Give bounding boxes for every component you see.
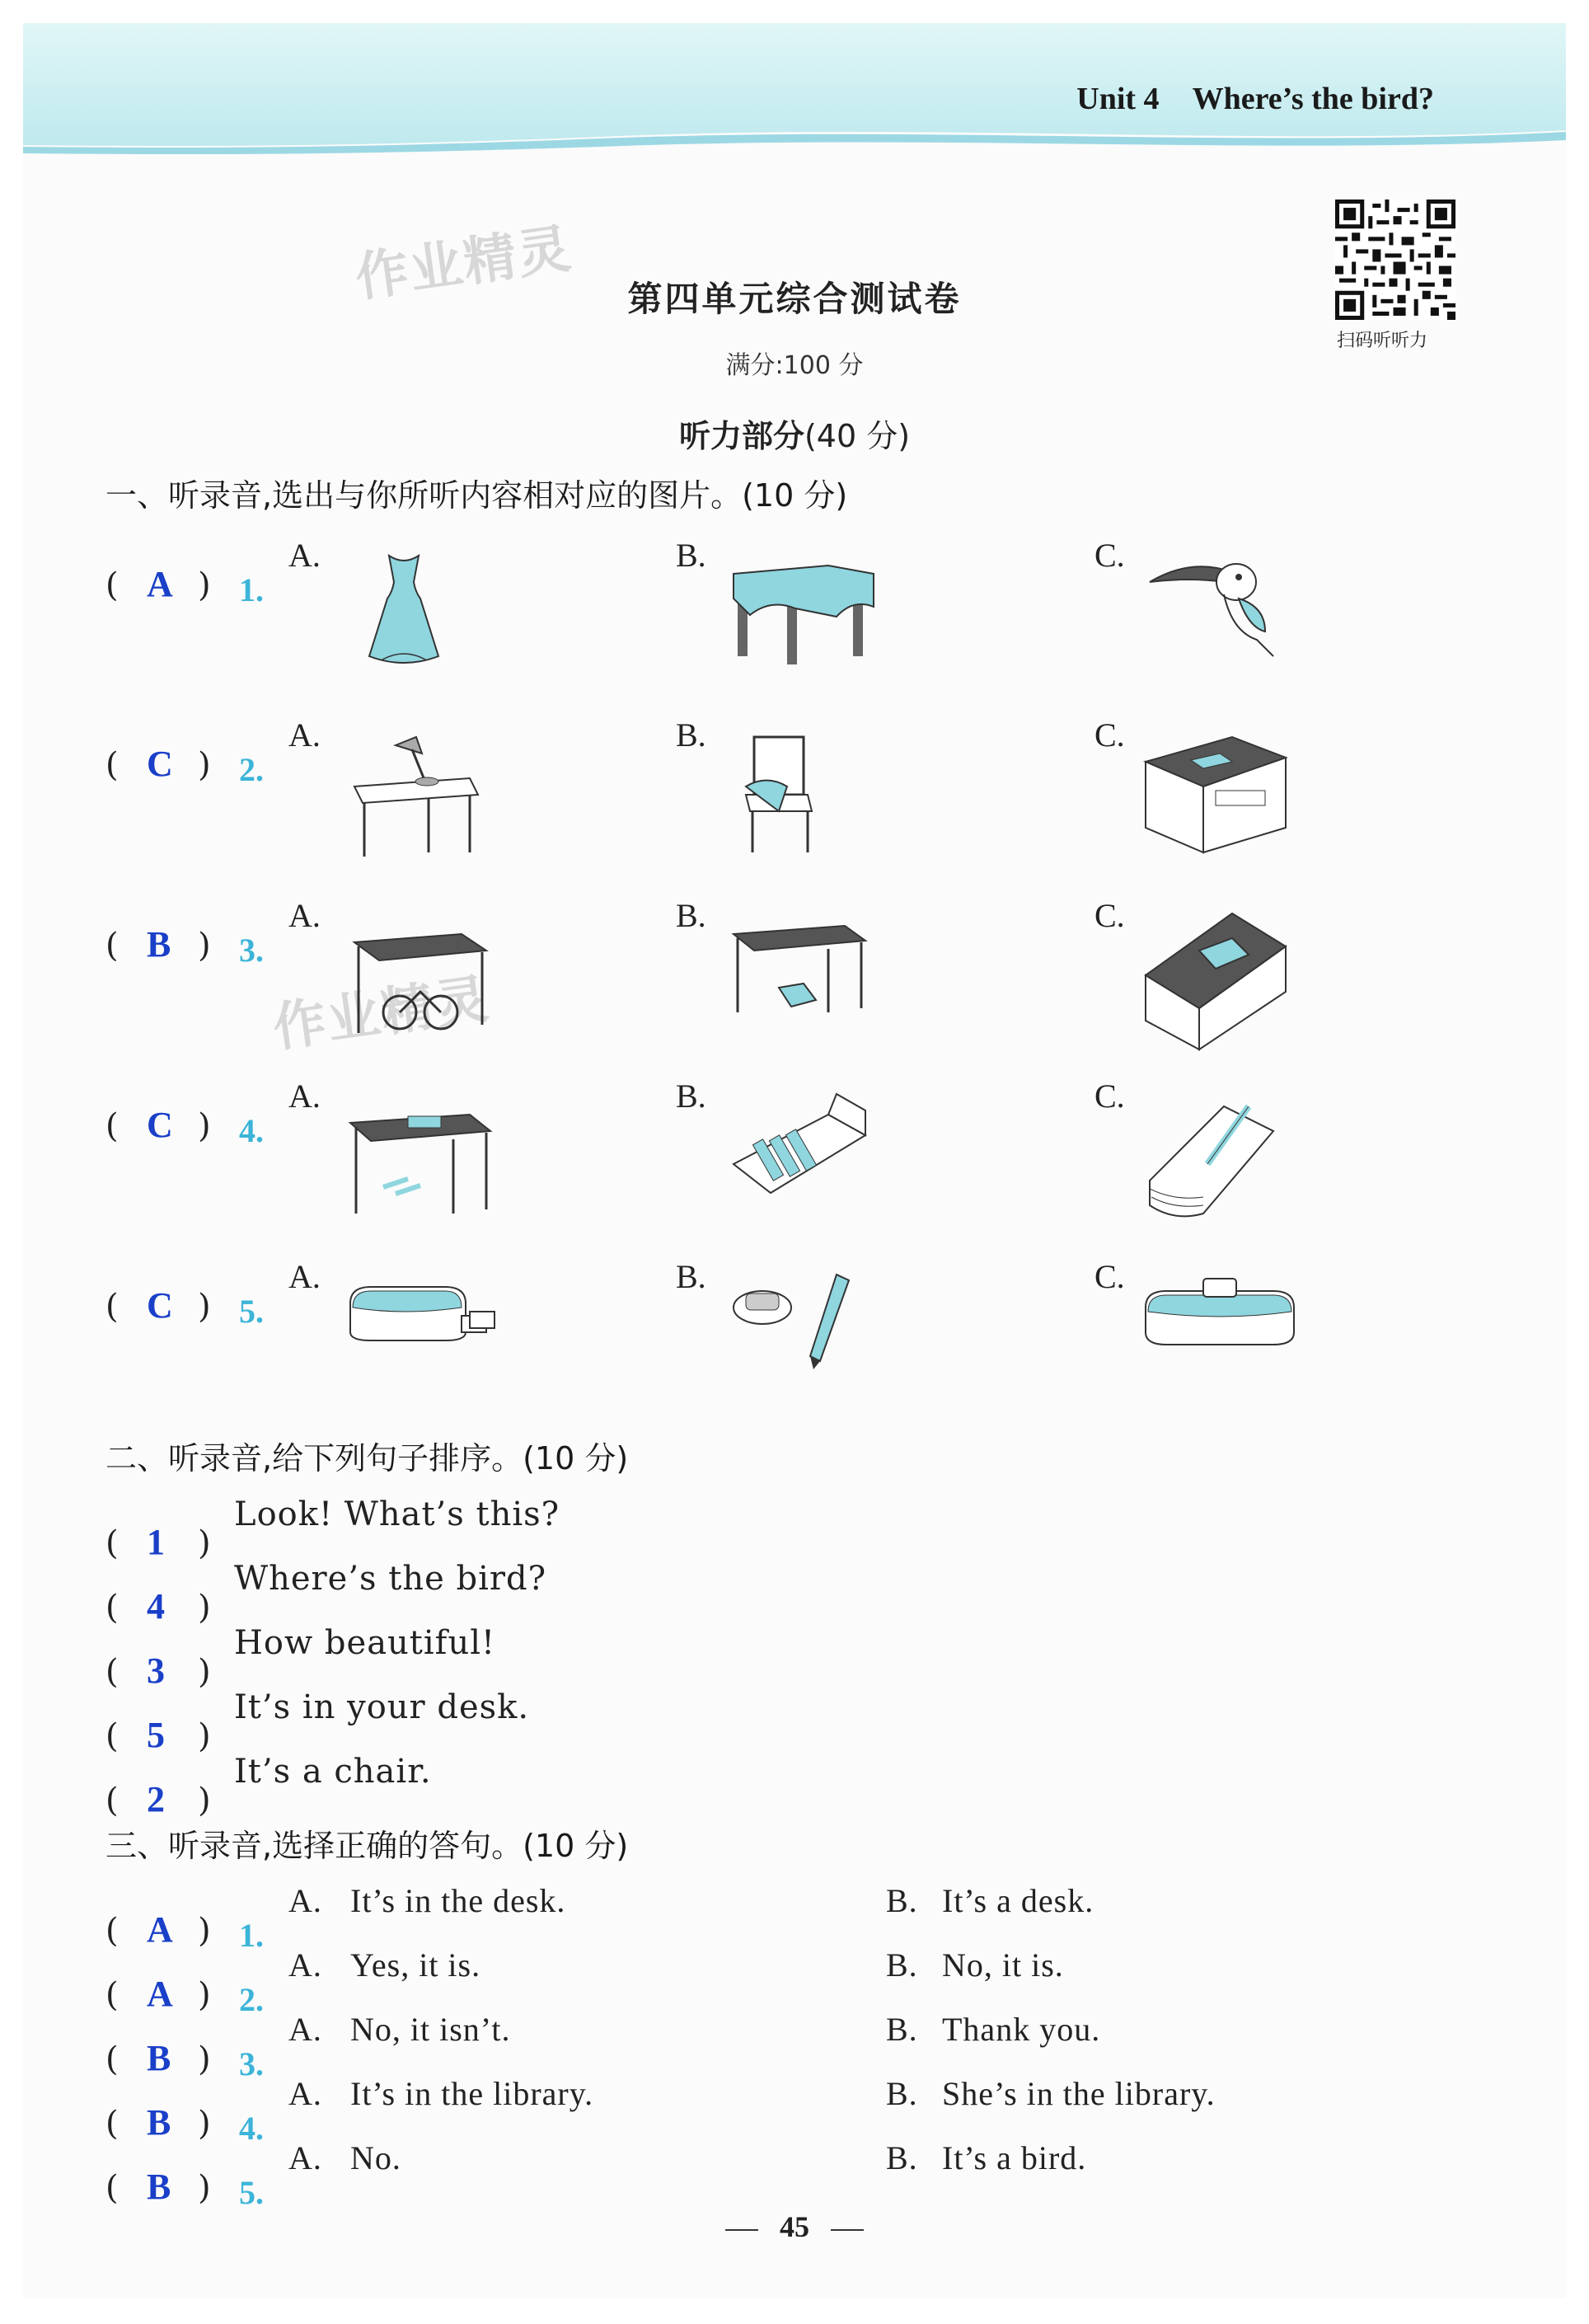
- ordering-row: ( 4 ): [105, 1586, 211, 1627]
- question-number: 5.: [239, 2173, 264, 2211]
- option-a-label[interactable]: A.: [288, 2075, 322, 2112]
- option-label[interactable]: A.: [288, 1258, 321, 1295]
- sentence-text: It’s in your desk.: [234, 1688, 530, 1726]
- listening-title-text: 听力部分: [678, 418, 804, 454]
- answer-letter: B: [147, 2038, 171, 2078]
- response-row: ( B ) 3.: [105, 2038, 264, 2082]
- option-a-label[interactable]: A.: [288, 2011, 322, 2048]
- question-number: 5.: [239, 1292, 264, 1330]
- response-row: ( A ) 1.: [105, 1909, 264, 1954]
- listening-section-title: [0, 411, 1589, 456]
- option-label[interactable]: A.: [288, 1077, 321, 1115]
- book-on-desk-image[interactable]: [1141, 909, 1290, 1061]
- option-a-label[interactable]: A.: [288, 1946, 322, 1984]
- section1-heading: 一、听录音,选出与你所听内容相对应的图片。(10 分): [105, 477, 848, 514]
- eraser-and-pencil-image[interactable]: [729, 1270, 878, 1373]
- sentence-text: Where’s the bird?: [234, 1560, 547, 1598]
- order-number: 5: [147, 1715, 165, 1755]
- option-a-label[interactable]: A.: [288, 2139, 322, 2176]
- watermark: 作业精灵: [269, 968, 494, 1059]
- answer-letter: B: [147, 924, 171, 965]
- lamp-on-table-image[interactable]: [346, 729, 486, 864]
- question-row: ( B ) 3.: [105, 924, 264, 969]
- order-number: 3: [147, 1650, 165, 1691]
- unit-title: [1076, 81, 1434, 117]
- option-a-text[interactable]: No.: [350, 2139, 401, 2176]
- order-number: 1: [147, 1522, 165, 1562]
- ordering-row: ( 5 ): [105, 1715, 211, 1755]
- question-number: 2.: [239, 1980, 264, 2018]
- unit-label: Unit 4: [1076, 82, 1160, 116]
- option-label[interactable]: C.: [1094, 1077, 1125, 1115]
- option-b-label[interactable]: B.: [886, 1946, 918, 1984]
- option-label[interactable]: C.: [1094, 897, 1125, 934]
- question-number: 2.: [239, 750, 264, 788]
- question-row: ( C ) 2.: [105, 744, 264, 788]
- option-label[interactable]: A.: [288, 537, 321, 574]
- chair-image[interactable]: [729, 729, 828, 864]
- lesson-label: Where’s the bird?: [1192, 82, 1434, 116]
- option-label[interactable]: B.: [676, 1077, 706, 1115]
- answer-letter: A: [147, 1909, 173, 1950]
- question-row: ( C ) 4.: [105, 1105, 264, 1149]
- sentence-text: How beautiful!: [234, 1624, 496, 1662]
- ordering-row: ( 1 ): [105, 1522, 211, 1562]
- option-label[interactable]: B.: [676, 537, 706, 574]
- question-number: 4.: [239, 2109, 264, 2147]
- option-label[interactable]: A.: [288, 897, 321, 934]
- answer-letter: B: [147, 2102, 171, 2143]
- bag-under-table-image[interactable]: [729, 909, 869, 1020]
- option-label[interactable]: B.: [676, 897, 706, 934]
- sentence-text: Look! What’s this?: [234, 1495, 560, 1533]
- bird-image[interactable]: [1141, 549, 1290, 668]
- option-label[interactable]: C.: [1094, 1258, 1125, 1295]
- dress-image[interactable]: [346, 549, 462, 676]
- eraser-by-box-image[interactable]: [346, 1270, 503, 1356]
- pens-under-table-image[interactable]: [346, 1090, 495, 1225]
- option-b-label[interactable]: B.: [886, 2139, 918, 2176]
- option-a-label[interactable]: A.: [288, 1882, 322, 1919]
- pen-on-book-image[interactable]: [1141, 1090, 1282, 1233]
- answer-letter: C: [147, 1285, 173, 1326]
- table-cloth-image[interactable]: [729, 549, 878, 676]
- page-number: [0, 2209, 1589, 2244]
- option-b-label[interactable]: B.: [886, 2011, 918, 2048]
- option-b-label[interactable]: B.: [886, 1882, 918, 1919]
- option-a-text[interactable]: No, it isn’t.: [350, 2011, 511, 2048]
- section3-heading: 三、听录音,选择正确的答句。(10 分): [105, 1828, 629, 1864]
- option-label[interactable]: C.: [1094, 716, 1125, 754]
- option-b-text[interactable]: No, it is.: [942, 1946, 1064, 1984]
- sentence-text: It’s a chair.: [234, 1753, 432, 1791]
- option-b-text[interactable]: Thank you.: [942, 2011, 1101, 2048]
- question-row: ( C ) 5.: [105, 1285, 264, 1330]
- listening-score: (40 分): [804, 418, 911, 454]
- ordering-row: ( 2 ): [105, 1779, 211, 1819]
- watermark: 作业精灵: [351, 218, 576, 309]
- option-a-text[interactable]: Yes, it is.: [350, 1946, 481, 1984]
- answer-letter: C: [147, 1105, 173, 1145]
- exam-title: 第四单元综合测试卷: [627, 279, 962, 319]
- answer-letter: A: [147, 564, 173, 604]
- desk-image[interactable]: [1141, 729, 1290, 864]
- full-score: 满分:100 分: [725, 351, 864, 380]
- question-number: 3.: [239, 2045, 264, 2082]
- response-row: ( A ) 2.: [105, 1974, 264, 2018]
- answer-letter: B: [147, 2167, 171, 2207]
- question-number: 1.: [239, 1916, 264, 1954]
- question-number: 4.: [239, 1111, 264, 1149]
- question-number: 1.: [239, 570, 264, 608]
- option-label[interactable]: B.: [676, 716, 706, 754]
- answer-letter: C: [147, 744, 173, 784]
- response-row: ( B ) 4.: [105, 2102, 264, 2147]
- pencil-box-image[interactable]: [729, 1090, 869, 1209]
- option-b-text[interactable]: She’s in the library.: [942, 2075, 1216, 2112]
- option-label[interactable]: C.: [1094, 537, 1125, 574]
- question-row: ( A ) 1.: [105, 564, 264, 608]
- question-number: 3.: [239, 931, 264, 969]
- ordering-row: ( 3 ): [105, 1650, 211, 1691]
- option-b-text[interactable]: It’s a bird.: [942, 2139, 1087, 2176]
- page-number-text: 45: [780, 2210, 809, 2243]
- option-b-text[interactable]: It’s a desk.: [942, 1882, 1094, 1919]
- qr-label: 扫码听听力: [1337, 331, 1428, 351]
- option-a-text[interactable]: It’s in the library.: [350, 2075, 594, 2112]
- answer-letter: A: [147, 1974, 173, 2014]
- eraser-on-box-image[interactable]: [1141, 1270, 1298, 1356]
- option-a-text[interactable]: It’s in the desk.: [350, 1882, 566, 1919]
- option-label[interactable]: A.: [288, 716, 321, 754]
- section2-heading: 二、听录音,给下列句子排序。(10 分): [105, 1440, 629, 1477]
- order-number: 2: [147, 1779, 165, 1819]
- option-b-label[interactable]: B.: [886, 2075, 918, 2112]
- order-number: 4: [147, 1586, 165, 1627]
- bike-under-table-image[interactable]: [346, 909, 495, 1045]
- option-label[interactable]: B.: [676, 1258, 706, 1295]
- response-row: ( B ) 5.: [105, 2167, 264, 2211]
